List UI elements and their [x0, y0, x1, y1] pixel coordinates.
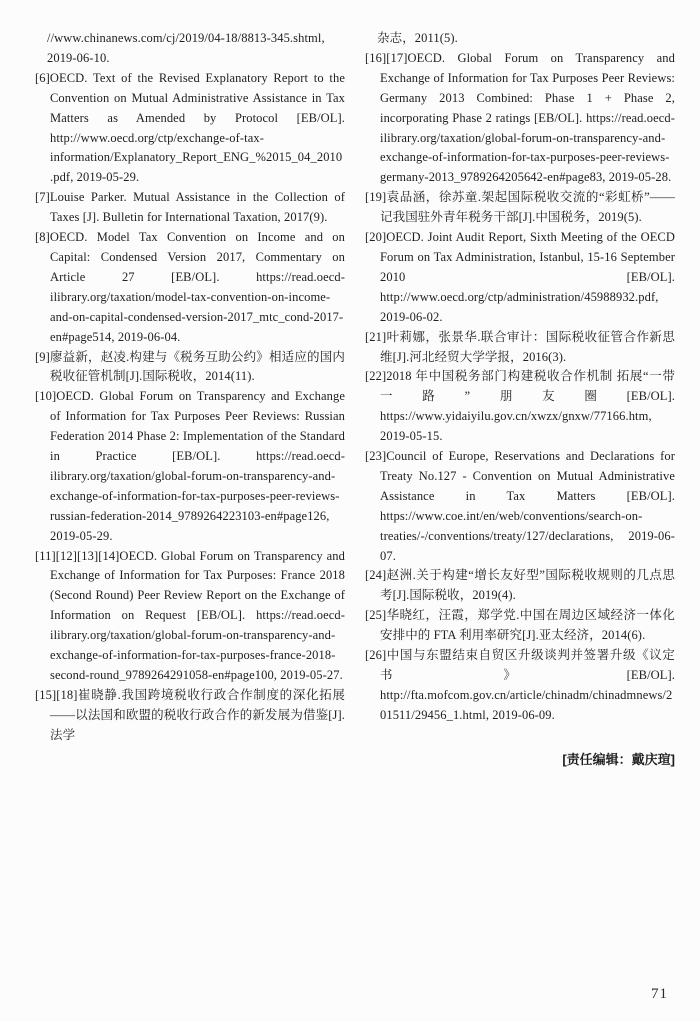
reference-entry-6: [6]OECD. Text of the Revised Explanatory Report to the Convention on Mutual Administrative Assistance in Tax Matters as Amended by Protocol [EB/OL]. http://www.oecd.org/ctp/exchange-of-tax-information/Explanatory_Report_ENG_%2015_04_2010.pdf, 2019-05-29. [35, 70, 345, 185]
page-number: 71 [651, 986, 668, 1002]
reference-entry-22: [22]2018 年中国税务部门构建税收合作机制 拓展“一带一路”朋友圈[EB/OL]. https://www.yidaiyilu.gov.cn/xwzx/gnxw/77166.htm, 2019-05-15. [365, 369, 675, 444]
reference-entry-25: [25]华晓红，汪霞，郑学党.中国在周边区域经济一体化安排中的 FTA 利用率研究[J].亚太经济，2014(6). [365, 608, 675, 643]
references-left-column [35, 29, 345, 768]
reference-entry-16-17: [16][17]OECD. Global Forum on Transparency and Exchange of Information for Tax Purposes Peer Reviews: Germany 2013 Combined: Phase 1 + Phase 2, incorporating Phase 2 ratings [EB/OL]. https://read.oecd-ilibrary.org/taxation/global-forum-on-transparency-and-exchange-of-information-for-tax-purposes-peer-reviews-germany-2013_9789264205642-en#page83, 2019-05-28. [365, 50, 675, 185]
reference-entry-26: [26]中国与东盟结束自贸区升级谈判并签署升级《议定书》[EB/OL]. http://fta.mofcom.gov.cn/article/chinadm/chinadmnews/201511/29456_1.html, 2019-06-09. [365, 648, 675, 722]
editor-note: [责任编辑：戴庆瑄] [562, 751, 675, 767]
reference-entry-21: [21]叶莉娜，张景华.联合审计：国际税收征管合作新思维[J].河北经贸大学学报，2016(3). [365, 329, 675, 364]
reference-entry-continuation: 杂志，2011(5). [377, 31, 458, 45]
reference-entry-19: [19]袁品涵，徐苏童.架起国际税收交流的“彩虹桥”——记我国驻外青年税务干部[J].中国税务，2019(5). [365, 190, 675, 225]
reference-entry-10: [10]OECD. Global Forum on Transparency and Exchange of Information for Tax Purposes Peer Reviews: Russian Federation 2014 Phase 2: Implementation of the Standard in Practice [EB/OL]. https://read.oecd-ilibrary.org/taxation/global-forum-on-transparency-and-exchange-of-information-for-tax-purposes-peer-reviews-russian-federation-2014_9789264223103-en#page126, 2019-05-29. [35, 389, 345, 543]
reference-entry-9: [9]廖益新，赵凌.构建与《税务互助公约》相适应的国内税收征管机制[J].国际税收，2014(11). [35, 349, 345, 384]
reference-entry-continuation: //www.chinanews.com/cj/2019/04-18/8813-345.shtml, 2019-06-10. [47, 31, 325, 65]
references-right-column [365, 29, 675, 768]
reference-entry-20: [20]OECD. Joint Audit Report, Sixth Meeting of the OECD Forum on Tax Administration, Istanbul, 15-16 September 2010 [EB/OL]. http://www.oecd.org/ctp/administration/45988932.pdf, 2019-06-02. [365, 230, 675, 324]
reference-entry-23: [23]Council of Europe, Reservations and Declarations for Treaty No.127 - Convention on Mutual Administrative Assistance in Tax Matters [EB/OL]. https://www.coe.int/en/web/conventions/search-on-treaties/-/conventions/treaty/127/declarations, 2019-06-07. [365, 449, 675, 563]
reference-entry-7: [7]Louise Parker. Mutual Assistance in the Collection of Taxes [J]. Bulletin for International Taxation, 2017(9). [35, 190, 345, 225]
reference-entry-8: [8]OECD. Model Tax Convention on Income and on Capital: Condensed Version 2017, Commentary on Article 27 [EB/OL]. https://read.oecd-ilibrary.org/taxation/model-tax-convention-on-income-and-on-capital-condensed-version-2017_mtc_cond-2017-en#page514, 2019-06-04. [35, 230, 345, 344]
reference-entry-24: [24]赵洲.关于构建“增长友好型”国际税收规则的几点思考[J].国际税收，2019(4). [365, 568, 675, 603]
reference-entry-11-14: [11][12][13][14]OECD. Global Forum on Transparency and Exchange of Information for Tax Purposes: France 2018 (Second Round) Peer Review Report on the Exchange of Information on Request [EB/OL]. https://read.oecd-ilibrary.org/taxation/global-forum-on-transparency-and-exchange-of-information-for-tax-purposes-france-2018-second-round_9789264291058-en#page100, 2019-05-27. [35, 548, 345, 682]
reference-entry-15-18: [15][18]崔晓静.我国跨境税收行政合作制度的深化拓展——以法国和欧盟的税收行政合作的新发展为借鉴[J].法学 [35, 687, 345, 742]
